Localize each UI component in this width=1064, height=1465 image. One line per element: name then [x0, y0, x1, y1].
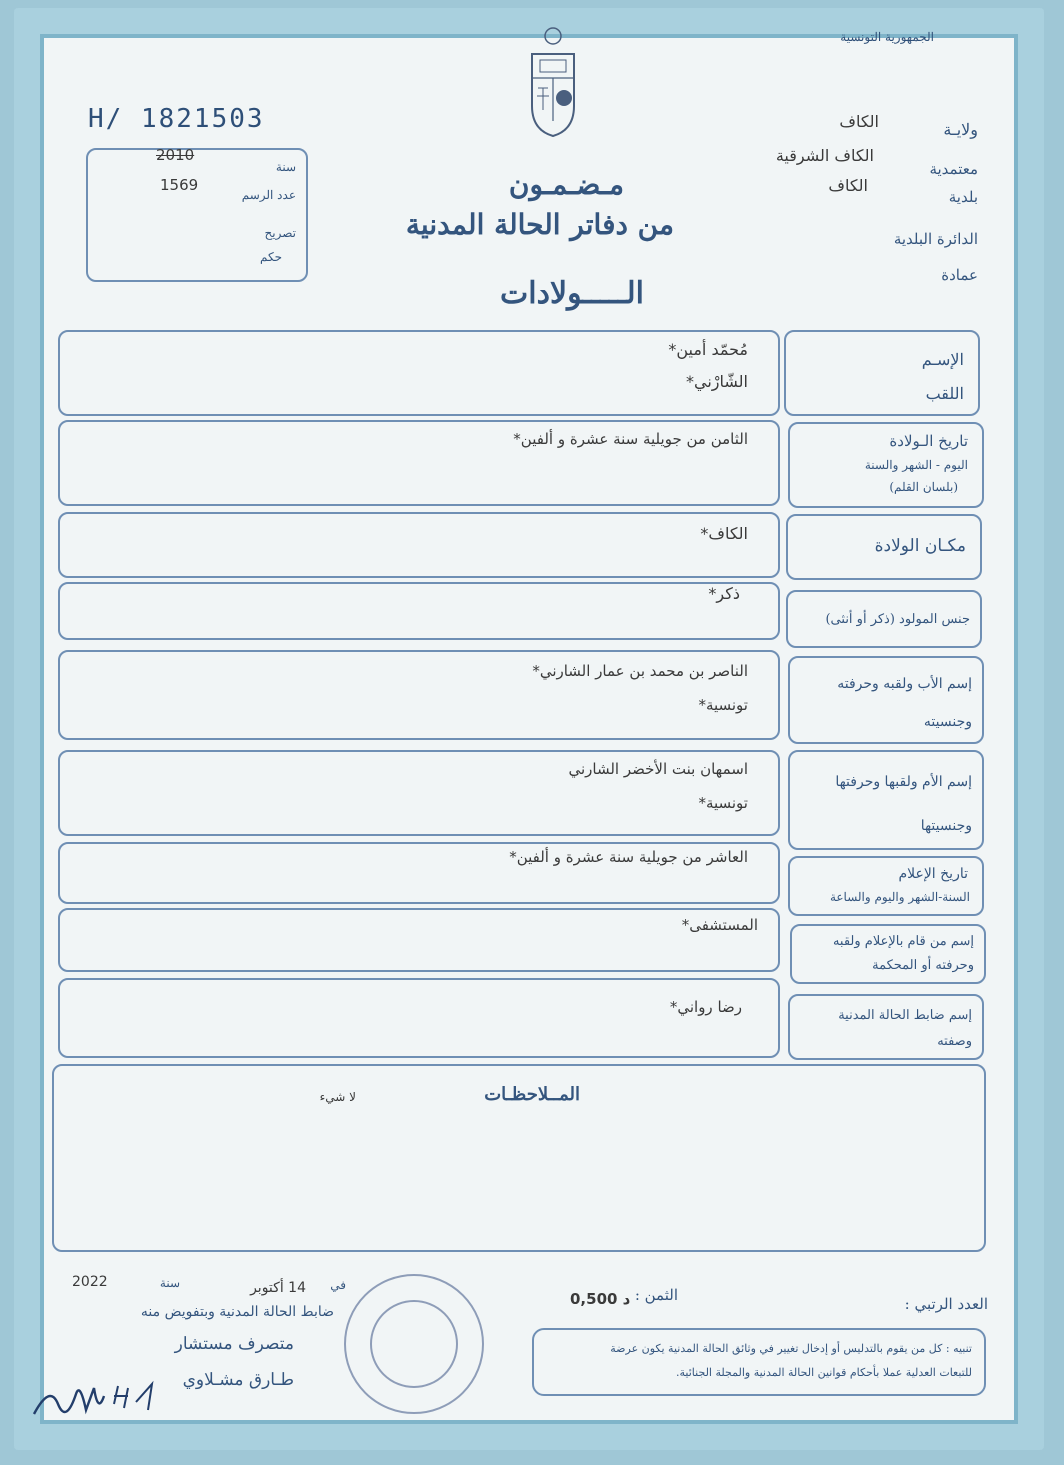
record-number-value: 1569 [160, 176, 199, 194]
issue-year: 2022 [72, 1274, 108, 1290]
surname-label: اللقب [925, 384, 964, 403]
district-label: الدائرة البلدية [893, 230, 978, 248]
surname-value: الشّارْني* [686, 372, 748, 391]
declaration-date-value: العاشر من جويلية سنة عشرة و ألفين* [509, 848, 748, 866]
official-round-seal [344, 1274, 484, 1414]
handwritten-signature [28, 1374, 158, 1424]
registry-year-value: 2010 [156, 146, 195, 164]
issue-date: 14 أكتوبر [250, 1280, 306, 1296]
declaration-date-label-box [788, 856, 984, 916]
seal-inner-ring [370, 1300, 458, 1388]
officer-value-box [58, 978, 780, 1058]
legal-notice-line1: تنبيه : كل من يقوم بالتدليس أو إدخال تغيير في وثائق الحالة المدنية يكون عرضة [610, 1342, 972, 1355]
delegation-label: معتمدية [929, 160, 978, 178]
name-value-box [58, 330, 780, 416]
birth-place-value: الكاف* [700, 524, 748, 543]
sex-value-box [58, 582, 780, 640]
registry-box [86, 148, 308, 282]
first-name-label: الإسـم [921, 350, 964, 369]
father-nationality-value: تونسية* [698, 696, 748, 714]
year-label: سنة [159, 1276, 180, 1290]
price-value: 0,500 د [570, 1290, 631, 1308]
officer-name-value: رضا رواني* [669, 998, 742, 1016]
birth-date-label-box [788, 422, 984, 508]
declarant-label-box [790, 924, 986, 984]
declaration-date-label: تاريخ الإعلام [898, 866, 968, 882]
first-name-value: مُحمّد أمين* [668, 340, 748, 359]
document-subtitle: من دفاتر الحالة المدنية [405, 208, 674, 241]
father-label-box [788, 656, 984, 744]
legal-notice-box [532, 1328, 986, 1396]
wilaya-value: الكاف [839, 112, 879, 131]
father-label: إسم الأب ولقبه وحرفته [837, 676, 972, 692]
declaration-label: تصريح [264, 226, 296, 240]
legal-notice-line2: للتبعات العدلية عملا بأحكام قوانين الحالة المدنية والمجلة الجنائية. [676, 1366, 972, 1379]
date-prefix: في [330, 1278, 346, 1292]
sex-label: جنس المولود (ذكر أو أنثى) [825, 612, 970, 627]
birth-place-label: مكـان الولادة [874, 536, 966, 556]
officer-sublabel: وصفته [937, 1034, 972, 1049]
sex-label-box [786, 590, 982, 648]
birth-place-value-box [58, 512, 780, 578]
municipality-label: بلدية [948, 188, 978, 206]
officer-stamp-line3: طـارق مشـلاوي [182, 1370, 294, 1390]
coat-of-arms-emblem [522, 26, 584, 138]
officer-label-box [788, 994, 984, 1060]
registry-year-label: سنة [275, 160, 296, 174]
municipality-value: الكاف [828, 176, 868, 195]
omda-label: عمادة [941, 266, 978, 284]
father-nationality-label: وجنسيته [923, 714, 972, 730]
mother-nationality-value: تونسية* [698, 794, 748, 812]
sex-value: ذكر* [708, 584, 740, 603]
serial-number-label: العدد الرتبي : [904, 1295, 988, 1313]
officer-label: إسم ضابط الحالة المدنية [838, 1008, 972, 1023]
birth-place-label-box [786, 514, 982, 580]
father-name-value: الناصر بن محمد بن عمار الشارني* [532, 662, 748, 680]
remarks-value: لا شيء [319, 1090, 356, 1104]
declarant-value-box [58, 908, 780, 972]
father-value-box [58, 650, 780, 740]
birth-date-value-box [58, 420, 780, 506]
ruling-label: حكم [259, 250, 282, 264]
republic-header: الجمهورية التونسية [840, 30, 934, 44]
mother-value-box [58, 750, 780, 836]
birth-date-note: (بلسان القلم) [889, 480, 958, 494]
remarks-label: المــلاحظـات [484, 1084, 580, 1105]
declaration-date-sublabel: السنة-الشهر واليوم والساعة [829, 890, 970, 904]
birth-date-label: تاريخ الـولادة [889, 432, 968, 450]
officer-stamp-line1: ضابط الحالة المدنية وبتفويض منه [140, 1304, 334, 1320]
birth-certificate-document [14, 8, 1044, 1450]
mother-nationality-label: وجنسيتها [920, 818, 972, 834]
document-title: مـضـمـون [508, 168, 624, 201]
section-title-births: الـــــولادات [500, 276, 644, 311]
name-label-box [784, 330, 980, 416]
declarant-label: إسم من قام بالإعلام ولقبه [832, 934, 974, 949]
record-number-label: عدد الرسم [241, 188, 296, 202]
price-label: الثمن : [634, 1286, 678, 1304]
mother-label-box [788, 750, 984, 850]
wilaya-label: ولايـة [943, 120, 978, 139]
birth-date-value: الثامن من جويلية سنة عشرة و ألفين* [513, 430, 748, 448]
birth-date-sublabel: اليوم - الشهر والسنة [864, 458, 968, 472]
declarant-value: المستشفى* [681, 916, 758, 934]
delegation-value: الكاف الشرقية [775, 146, 874, 165]
document-serial-number: H/ 1821503 [88, 104, 265, 134]
declaration-date-value-box [58, 842, 780, 904]
mother-name-value: اسمهان بنت الأخضر الشارني [568, 760, 748, 778]
mother-label: إسم الأم ولقبها وحرفتها [835, 774, 972, 790]
remarks-box [52, 1064, 986, 1252]
declarant-sublabel: وحرفته أو المحكمة [872, 958, 974, 973]
officer-stamp-line2: متصرف مستشار [174, 1334, 294, 1354]
